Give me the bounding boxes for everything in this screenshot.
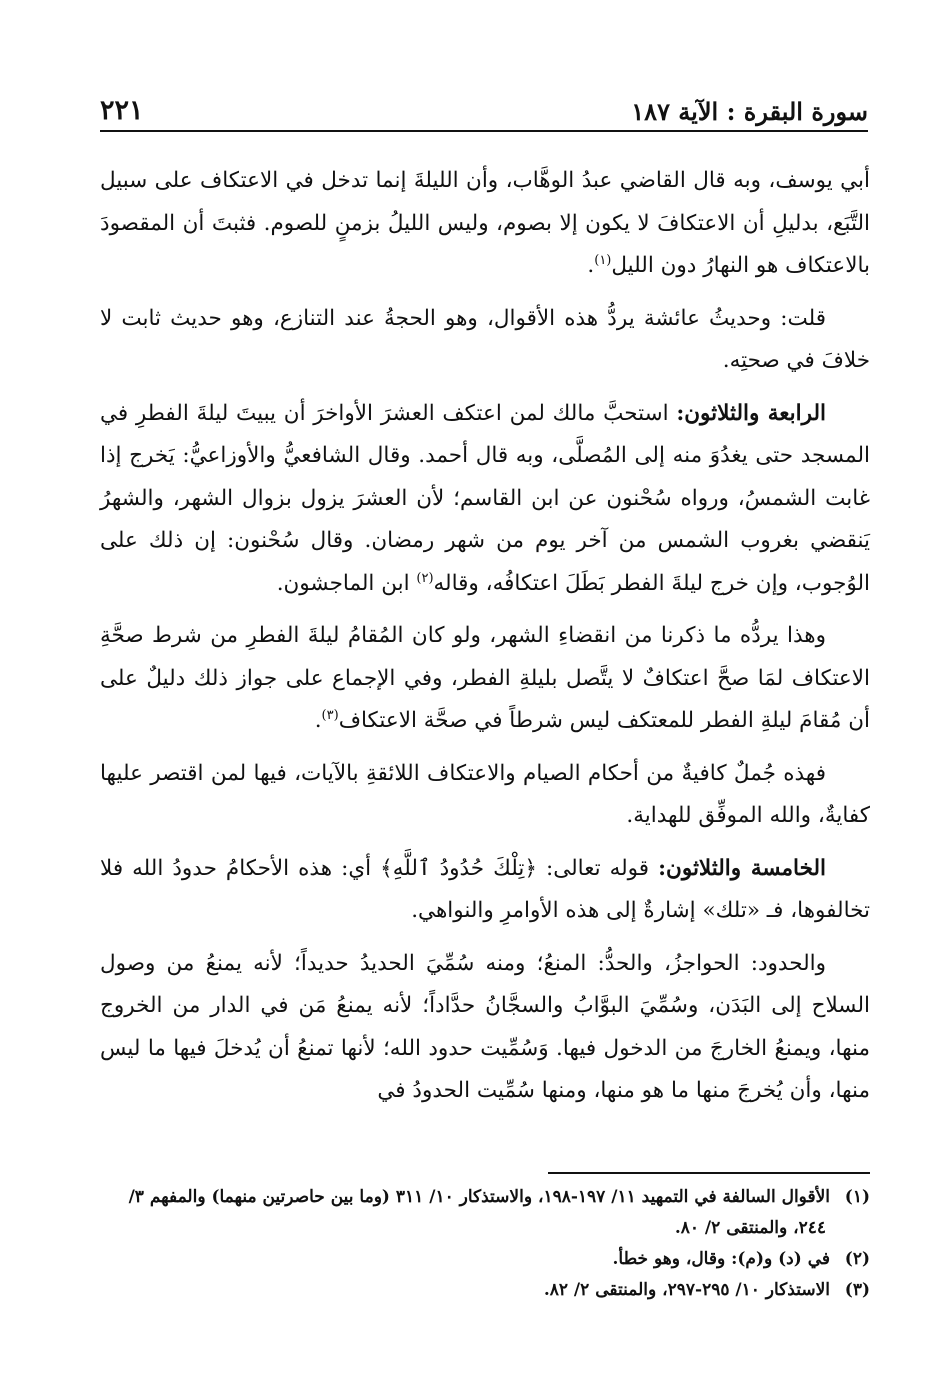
paragraph-text: أبي يوسف، وبه قال القاضي عبدُ الوهَّاب، وأن الليلةَ إنما تدخل في الاعتكاف على سبيل التَّبَع، بدليلِ أن الاعتكافَ لا يكون إلا بصوم، وليس الليلُ بزمنٍ للصوم. فثبتَ أن المقصودَ بالاعتكاف هو النهارُ دون الليل [100, 168, 870, 278]
footnote-text: الاستذكار ١٠/ ٢٩٥-٢٩٧، والمنتقى ٢/ ٨٢. [543, 1280, 830, 1300]
paragraph-4 [100, 615, 870, 743]
footnote-ref-2[interactable]: (٢) [416, 570, 434, 586]
main-text [100, 160, 870, 1123]
paragraph-text: قلت: وحديثُ عائشة يردُّ هذه الأقوال، وهو الحجةُ عند التنازع، وهو حديث ثابت لا خلافَ في صحتِه. [100, 305, 870, 373]
paragraph-text: والحدود: الحواجزُ، والحدُّ: المنعُ؛ ومنه سُمِّيَ الحديدُ حديداً؛ لأنه يمنعُ من وصول السلاح إلى البَدَن، وسُمِّيَ البوَّابُ والسجَّانُ حدَّاداً؛ لأنه يمنعُ مَن في الدار من الخروج منها، ويمنعُ الخارجَ من الدخول فيها. وَسُمِّيت حدود الله؛ لأنها تمنعُ أن يُدخلَ فيها ما ليس منها، وأن يُخرجَ منها ما هو منها، ومنها سُمِّيت الحدودُ في [100, 950, 870, 1103]
footnotes [100, 1182, 870, 1306]
footnote-number: (٣) [844, 1280, 870, 1300]
paragraph-text: وهذا يردُّه ما ذكرنا من انقضاءِ الشهر، ولو كان المُقامُ ليلةَ الفطرِ من شرط صحَّةِ الاعتكاف لمَا صحَّ اعتكافٌ لا يتَّصل بليلةِ الفطر، وفي الإجماع على جواز ذلك دليلٌ على أن مُقامَ ليلةِ الفطر للمعتكف ليس شرطاً في صحَّة الاعتكاف [100, 623, 870, 733]
paragraph-text: . [314, 708, 322, 733]
paragraph-text: فهذه جُملٌ كافيةٌ من أحكام الصيام والاعتكاف اللائقةِ بالآيات، فيها لمن اقتصر عليها كفايةٌ، والله الموفِّق للهداية. [100, 760, 870, 828]
footnote-3 [100, 1275, 870, 1306]
paragraph-text: استحبَّ مالك لمن اعتكف العشرَ الأواخرَ أن يبيتَ ليلةَ الفطرِ في المسجد حتى يغدُوَ منه إلى المُصلَّى، وبه قال أحمد. وقال الشافعيُّ والأوزاعيُّ: يَخرج إذا غابت الشمسُ، ورواه سُحْنون عن ابن القاسم؛ لأن العشرَ يزول بزوال الشهر، والشهرُ يَنقضي بغروب الشمس من آخر يوم من شهر رمضان. وقال سُحْنون: إن ذلك على الوُجوب، وإن خرج ليلةَ الفطر بَطَلَ اعتكافُه، وقاله [100, 400, 870, 596]
footnote-text: في (د) و(م): وقال، وهو خطأ. [612, 1249, 830, 1269]
footnote-ref-3[interactable]: (٣) [321, 707, 339, 723]
footnote-separator [548, 1172, 870, 1174]
footnote-text: الأقوال السالفة في التمهيد ١١/ ١٩٧-١٩٨، والاستذكار ١٠/ ٣١١ (وما بين حاصرتين منهما) والمفهم ٣/ ٢٤٤، والمنتقى ٢/ ٨٠. [128, 1187, 830, 1238]
footnote-1 [100, 1182, 870, 1244]
paragraph-2 [100, 298, 870, 383]
paragraph-1 [100, 160, 870, 288]
issue-heading-34: الرابعة والثلاثون: [676, 400, 826, 426]
issue-heading-35: الخامسة والثلاثون: [658, 855, 827, 881]
footnote-number: (٢) [844, 1249, 870, 1269]
footnote-2 [100, 1244, 870, 1275]
paragraph-text: ابن الماجشون. [276, 570, 417, 596]
page-number: ٢٢١ [100, 95, 144, 126]
paragraph-3 [100, 393, 870, 606]
footnote-ref-1[interactable]: (١) [594, 252, 612, 268]
page-header [100, 92, 868, 132]
paragraph-5 [100, 753, 870, 838]
paragraph-6 [100, 848, 870, 933]
paragraph-text: . [587, 253, 595, 278]
footnote-number: (١) [844, 1187, 870, 1207]
paragraph-text: قوله تعالى: ﴿تِلْكَ حُدُودُ ٱللَّهِ﴾ أي: هذه الأحكامُ حدودُ الله فلا تخالفوها، فـ «تلك» إشارةٌ إلى هذه الأوامرِ والنواهي. [100, 855, 870, 923]
paragraph-7 [100, 943, 870, 1113]
running-head: سورة البقرة : الآية ١٨٧ [631, 97, 868, 126]
